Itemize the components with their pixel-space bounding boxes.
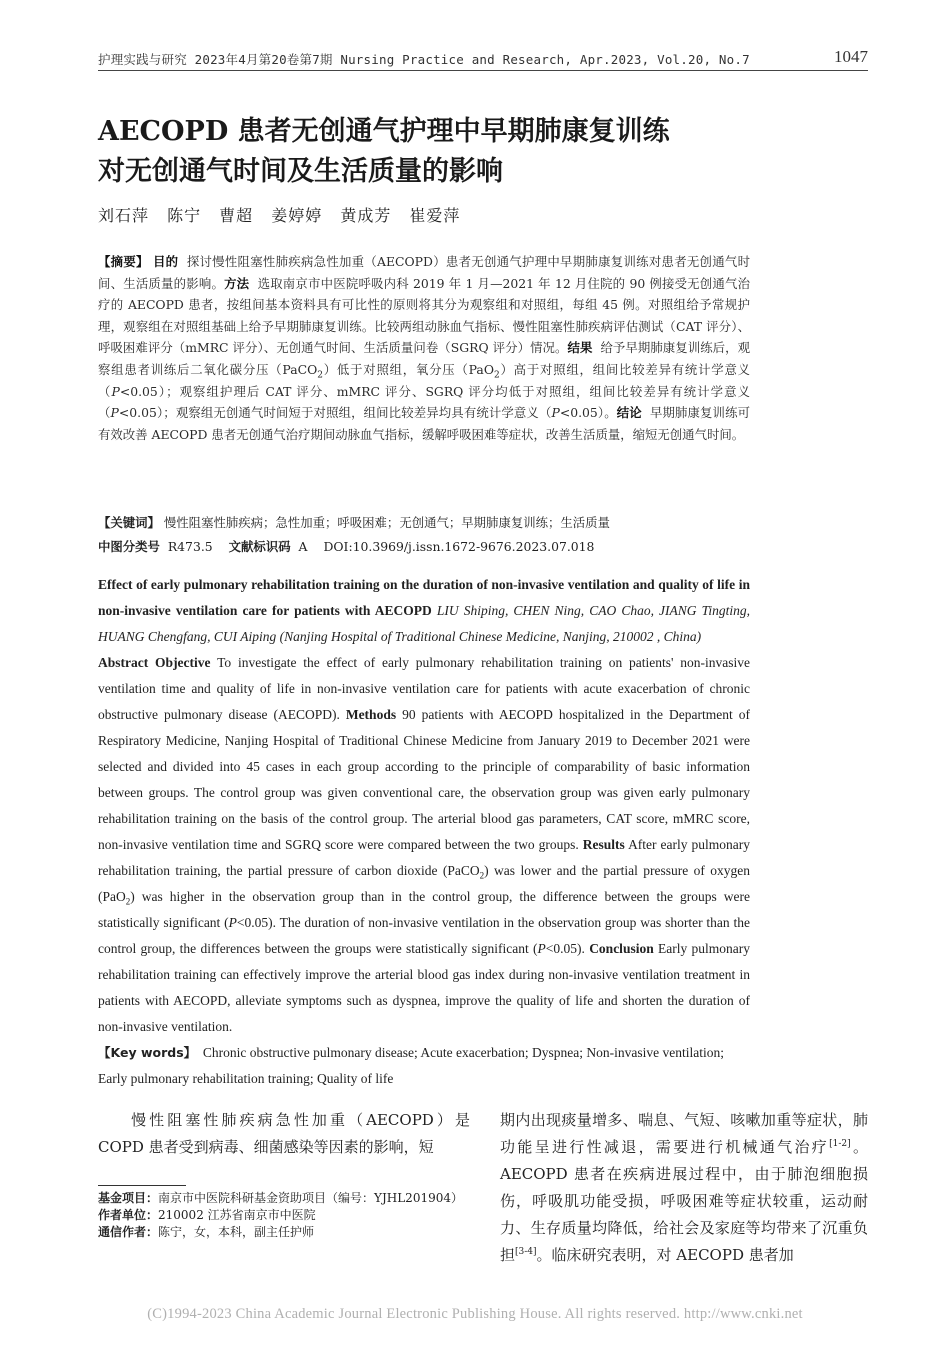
results-text-1: 给予早期肺康复训练后，观察组患者训练后二氧化碳分压（PaCO bbox=[98, 340, 751, 377]
doi: DOI:10.3969/j.issn.1672-9676.2023.07.018 bbox=[323, 539, 595, 554]
footnotes bbox=[98, 1190, 470, 1241]
footnote-rule bbox=[98, 1185, 186, 1186]
keywords-text: 慢性阻塞性肺疾病；急性加重；呼吸困难；无创通气；早期肺康复训练；生活质量 bbox=[163, 515, 610, 530]
methods-label: 方法 bbox=[224, 275, 250, 291]
clc-code: R473.5 bbox=[167, 539, 213, 554]
en-results-text-3: ) was higher in the observation group than in the control group, the difference between the groups were statistically significant ( bbox=[98, 889, 750, 930]
doc-code-label: 文献标识码 bbox=[228, 539, 291, 554]
results-label: 结果 bbox=[567, 340, 593, 356]
subscript: 2 bbox=[125, 896, 131, 907]
en-objective-label: Abstract Objective bbox=[98, 655, 211, 670]
citation[interactable]: [1-2] bbox=[829, 1139, 851, 1149]
page-number: 1047 bbox=[834, 47, 868, 66]
running-header bbox=[98, 47, 868, 72]
body-right-text-3: 。临床研究表明，对 AECOPD 患者加 bbox=[536, 1246, 794, 1264]
citation[interactable]: [3-4] bbox=[515, 1247, 537, 1257]
subscript: 2 bbox=[493, 370, 500, 381]
keywords-chinese bbox=[98, 512, 750, 533]
results-text-2: ）低于对照组，氧分压（PaO bbox=[322, 361, 494, 377]
en-results-text-5: <0.05). bbox=[545, 941, 585, 956]
clc-label: 中图分类号 bbox=[98, 539, 160, 554]
correspondence-label: 通信作者： bbox=[98, 1225, 159, 1239]
p-value-symbol: P bbox=[110, 405, 119, 421]
fund-label: 基金项目： bbox=[98, 1191, 159, 1205]
body-column-left bbox=[98, 1107, 470, 1161]
correspondence-note bbox=[98, 1224, 470, 1241]
fund-text: 南京市中医院科研基金资助项目（编号：YJHL201904） bbox=[158, 1191, 463, 1205]
p-value-symbol: P bbox=[111, 383, 120, 399]
objective-label: 目的 bbox=[152, 254, 179, 269]
en-results-text-2: ) was lower and the partial pressure of oxygen (PaO bbox=[98, 863, 750, 904]
abstract-english bbox=[98, 572, 750, 1040]
results-text-6: <0.05）。 bbox=[559, 405, 617, 421]
conclusion-text: 早期肺康复训练可有效改善 AECOPD 患者无创通气治疗期间动脉血气指标，缓解呼吸困难等症状，改善生活质量，缩短无创通气时间。 bbox=[98, 405, 750, 442]
en-conclusion-text: Early pulmonary rehabilitation training can effectively improve the arterial blood gas index during non-invasive ventilation treatment in patients with AECOPD, alleviate symptoms such as dyspnea, improve the quality of life and shorten the duration of non-invasive ventilation. bbox=[98, 941, 751, 1034]
body-right-text-2: 。AECOPD 患者在疾病进展过程中，由于肺泡细胞损伤，呼吸肌功能受损，呼吸困难等症状较重，运动耐力、生存质量均降低，给社会及家庭等均带来了沉重负担 bbox=[500, 1138, 868, 1264]
en-results-label: Results bbox=[582, 837, 625, 852]
author-list: 刘石萍 陈宁 曹超 姜婷婷 黄成芳 崔爱萍 bbox=[98, 206, 461, 225]
keywords-english bbox=[98, 1040, 750, 1092]
title-line-2: 对无创通气时间及生活质量的影响 bbox=[98, 156, 503, 187]
header-rule bbox=[98, 70, 868, 71]
title-line-1: AECOPD 患者无创通气护理中早期肺康复训练 bbox=[98, 116, 670, 147]
abstract-chinese bbox=[98, 251, 750, 445]
keywords-label: 【关键词】 bbox=[98, 515, 160, 530]
en-keywords-text: Chronic obstructive pulmonary disease; Acute exacerbation; Dyspnea; Non-invasive ventilation; Early pulmonary rehabilitation training; Quality of life bbox=[98, 1045, 724, 1086]
en-results-text-4: <0.05). The duration of non-invasive ventilation in the observation group was shorter than the control group, the differences between the groups were statistically significant ( bbox=[98, 915, 750, 956]
fund-note bbox=[98, 1190, 470, 1207]
p-value-symbol: P bbox=[551, 405, 560, 421]
body-column-right bbox=[500, 1107, 868, 1269]
methods-text: 选取南京市中医院呼吸内科 2019 年 1 月—2021 年 12 月住院的 90 例接受无创通气治疗的 AECOPD 患者，按组间基本资料具有可比性的原则将其分为观察组和对照组，每组 45 例。对照组给予常规护理，观察组在对照组基础上给予早期肺康复训练。比较两组动脉血气指标、慢性阻塞性肺疾病评估测试（CAT 评分）、呼吸困难评分（mMRC 评分）、无创通气时间、生活质量问卷（SGRQ 评分）情况。 bbox=[98, 275, 750, 356]
english-authors: LIU Shiping, CHEN Ning, CAO Chao, JIANG Tingting, HUANG Chengfang, CUI Aiping (Nanjing Hospital of Traditional Chinese Medicine, Nanjing, 210002 , China) bbox=[98, 603, 750, 644]
en-keywords-label: 【Key words】 bbox=[98, 1045, 197, 1060]
body-right-text-1: 期内出现痰量增多、喘息、气短、咳嗽加重等症状，肺功能呈进行性减退，需要进行机械通气治疗 bbox=[500, 1111, 868, 1156]
results-text-3: ）高于对照组，组间比较差异有统计学意义（ bbox=[98, 361, 751, 399]
en-results-text-1: After early pulmonary rehabilitation training, the partial pressure of carbon dioxide (PaCO bbox=[98, 837, 751, 878]
abstract-label: 【摘要】 bbox=[98, 254, 149, 269]
results-text-4: <0.05）；观察组护理后 CAT 评分、mMRC 评分、SGRQ 评分均低于对照组，组间比较差异有统计学意义（ bbox=[98, 383, 750, 421]
journal-header: 护理实践与研究 2023年4月第20卷第7期 Nursing Practice and Research, Apr.2023, Vol.20, No.7 bbox=[98, 52, 750, 67]
en-methods-text: 90 patients with AECOPD hospitalized in the Department of Respiratory Medicine, Nanjing Hospital of Traditional Chinese Medicine from January 2019 to December 2021 were selected and divided into 45 cases in each group according to the principle of comparability of basic information between groups. The control group was given conventional care, the observation group was given early pulmonary rehabilitation training on the basis of the control group. The arterial blood gas parameters, CAT score, mMRC score, non-invasive ventilation time and SGRQ score were compared between the two groups. bbox=[98, 707, 750, 852]
body-left-text: 慢性阻塞性肺疾病急性加重（AECOPD）是 COPD 患者受到病毒、细菌感染等因素的影响，短 bbox=[98, 1111, 470, 1156]
p-value-symbol: P bbox=[228, 915, 237, 930]
affiliation-text: 210002 江苏省南京市中医院 bbox=[158, 1208, 316, 1222]
objective-text: 探讨慢性阻塞性肺疾病急性加重（AECOPD）患者无创通气护理中早期肺康复训练对患者无创通气时间、生活质量的影响。 bbox=[98, 254, 750, 291]
conclusion-label: 结论 bbox=[616, 405, 642, 421]
affiliation-label: 作者单位： bbox=[98, 1208, 159, 1222]
en-conclusion-label: Conclusion bbox=[589, 941, 654, 956]
en-objective-text: To investigate the effect of early pulmonary rehabilitation training on patients' non-invasive ventilation time and quality of life in non-invasive ventilation care for patients with acute exacerbation of chronic obstructive pulmonary disease (AECOPD). bbox=[98, 655, 750, 722]
subscript: 2 bbox=[479, 870, 485, 881]
correspondence-text: 陈宁，女，本科，副主任护师 bbox=[158, 1225, 315, 1239]
subscript: 2 bbox=[317, 370, 323, 381]
en-methods-label: Methods bbox=[345, 707, 397, 722]
copyright-footer: (C)1994-2023 China Academic Journal Electronic Publishing House. All rights reserved. http://www.cnki.net bbox=[147, 1306, 803, 1322]
doc-code: A bbox=[298, 539, 308, 554]
article-title bbox=[98, 112, 818, 192]
affiliation-note bbox=[98, 1207, 470, 1224]
english-title: Effect of early pulmonary rehabilitation training on the duration of non-invasive ventilation and quality of life in non-invasive ventilation care for patients with AECOPD bbox=[98, 577, 750, 618]
p-value-symbol: P bbox=[537, 941, 546, 956]
classification-line bbox=[98, 537, 750, 555]
results-text-5: <0.05）；观察组无创通气时间短于对照组，组间比较差异均具有统计学意义（ bbox=[118, 405, 552, 421]
